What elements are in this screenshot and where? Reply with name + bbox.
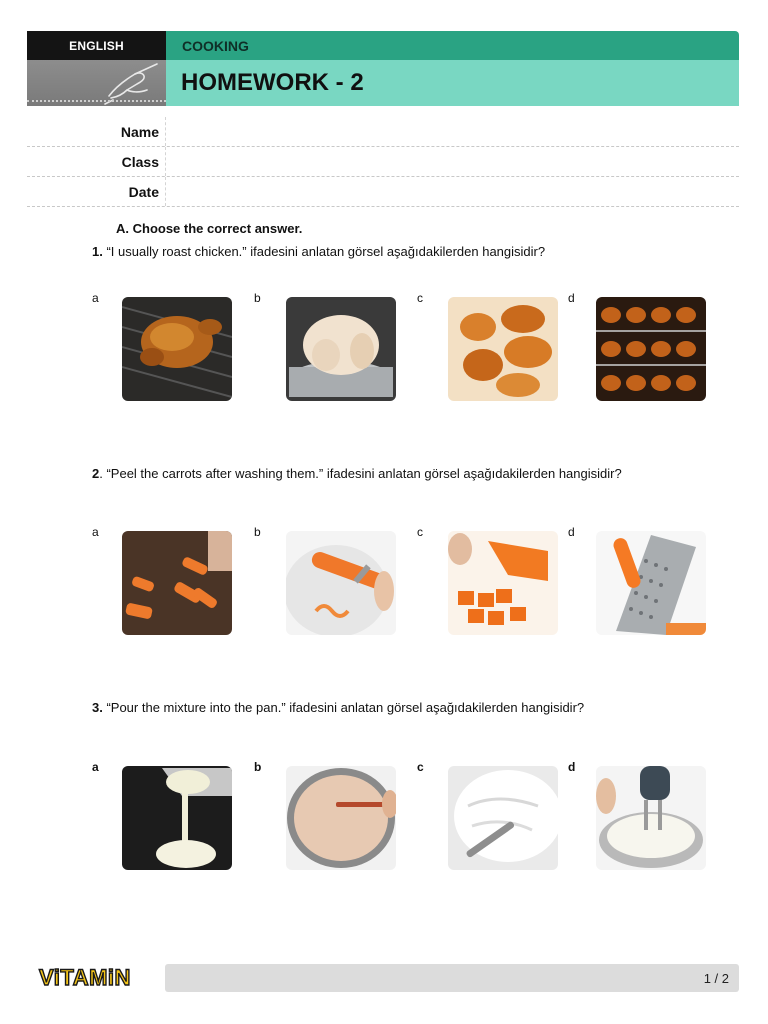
name-field[interactable] bbox=[165, 117, 166, 146]
stirring-mixture-image[interactable] bbox=[286, 766, 396, 870]
spreading-cream-image[interactable] bbox=[448, 766, 558, 870]
option-letter: d bbox=[568, 525, 575, 539]
question-text: “Pour the mixture into the pan.” ifadesini anlatan görsel aşağıdakilerden hangisidir? bbox=[102, 700, 585, 715]
question-number: 1. bbox=[92, 244, 103, 259]
option-letter: c bbox=[417, 291, 423, 305]
name-label: Name bbox=[120, 124, 159, 140]
pouring-batter-image[interactable] bbox=[122, 766, 232, 870]
page-title: HOMEWORK - 2 bbox=[166, 60, 739, 106]
question-2 bbox=[92, 466, 622, 481]
option-letter: a bbox=[92, 291, 99, 305]
fried-chicken-image[interactable] bbox=[448, 297, 558, 401]
option-letter: a bbox=[92, 525, 99, 539]
option-letter: b bbox=[254, 525, 261, 539]
option-letter: a bbox=[92, 760, 99, 774]
question-text: “I usually roast chicken.” ifadesini anlatan görsel aşağıdakilerden hangisidir? bbox=[102, 244, 546, 259]
question-3 bbox=[92, 700, 584, 715]
section-title: A. Choose the correct answer. bbox=[116, 221, 303, 236]
option-letter: d bbox=[568, 291, 575, 305]
peeling-carrot-image[interactable] bbox=[286, 531, 396, 635]
subject-label: COOKING bbox=[166, 31, 739, 60]
raw-chicken-pot-image[interactable] bbox=[286, 297, 396, 401]
pen-hand-icon bbox=[27, 60, 166, 106]
grating-carrot-image[interactable] bbox=[596, 531, 706, 635]
option-letter: b bbox=[254, 760, 262, 774]
language-label: ENGLISH bbox=[27, 31, 166, 60]
date-row bbox=[27, 177, 739, 207]
option-letter: b bbox=[254, 291, 261, 305]
class-label: Class bbox=[121, 154, 159, 170]
roast-chicken-image[interactable] bbox=[122, 297, 232, 401]
worksheet-header bbox=[27, 31, 739, 106]
sliced-carrots-image[interactable] bbox=[122, 531, 232, 635]
date-label: Date bbox=[128, 184, 159, 200]
rotisserie-chickens-image[interactable] bbox=[596, 297, 706, 401]
date-field[interactable] bbox=[165, 177, 166, 206]
class-field[interactable] bbox=[165, 147, 166, 176]
question-number: 3. bbox=[92, 700, 103, 715]
option-letter: c bbox=[417, 525, 423, 539]
option-letter: d bbox=[568, 760, 576, 774]
question-text: . “Peel the carrots after washing them.” ifadesini anlatan görsel aşağıdakilerden hangisidir? bbox=[99, 466, 622, 481]
name-row bbox=[27, 117, 739, 147]
class-row bbox=[27, 147, 739, 177]
page-number: 1 / 2 bbox=[703, 971, 729, 986]
student-info bbox=[27, 117, 739, 207]
option-letter: c bbox=[417, 760, 424, 774]
vitamin-logo bbox=[37, 963, 145, 991]
question-1 bbox=[92, 244, 545, 259]
mixer-whisking-image[interactable] bbox=[596, 766, 706, 870]
question-number: 2 bbox=[92, 466, 100, 481]
footer-bar bbox=[165, 964, 739, 992]
logo-text: ViTAMiN bbox=[39, 965, 131, 990]
diced-carrots-image[interactable] bbox=[448, 531, 558, 635]
